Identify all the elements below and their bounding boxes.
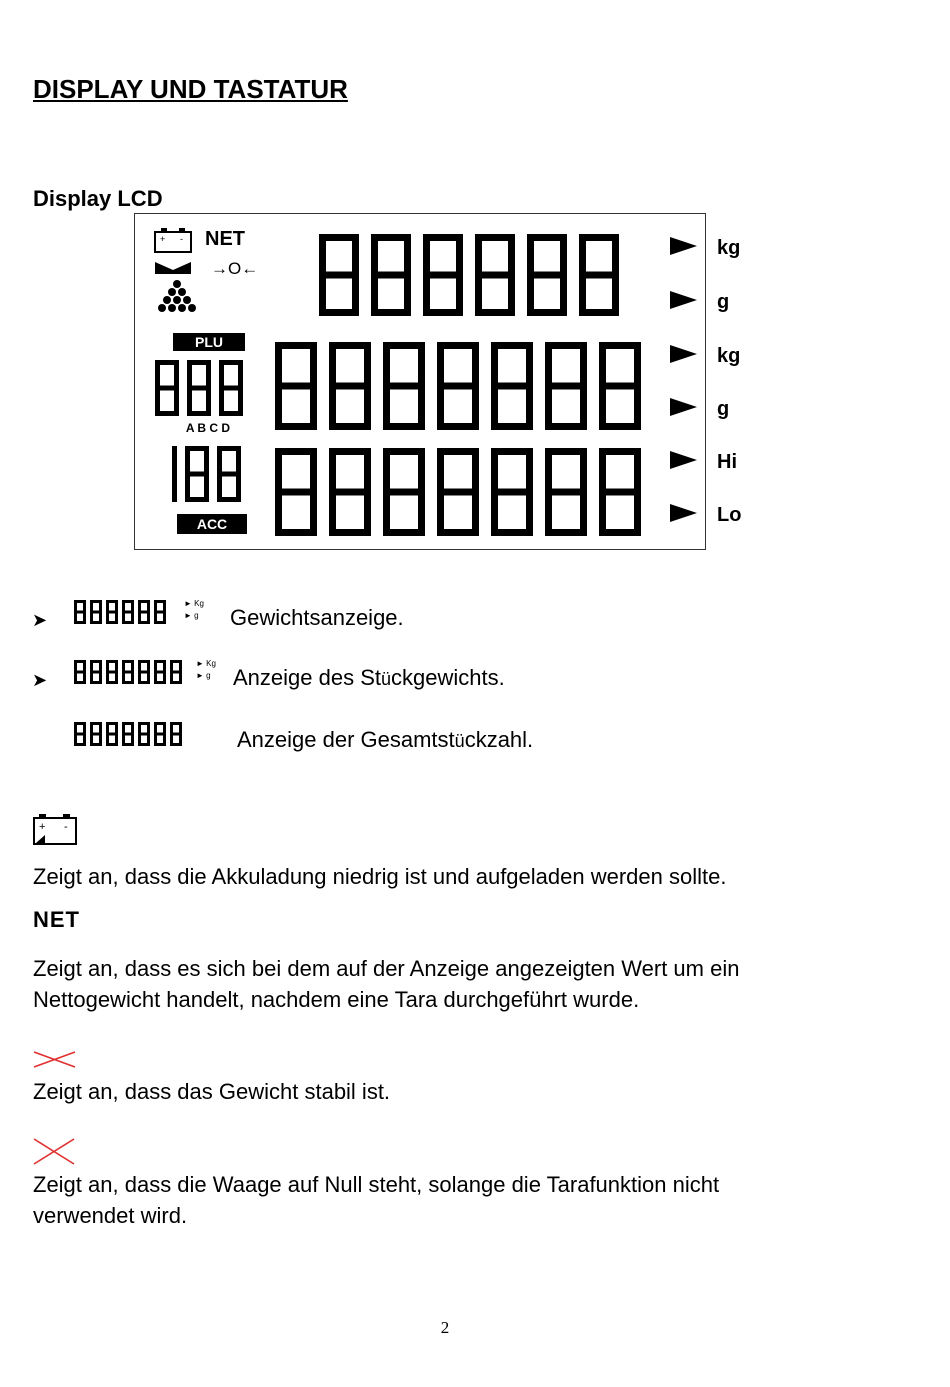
lcd-unit-label: Lo [717, 504, 742, 526]
count-desc [237, 724, 533, 757]
stable-cross-icon [33, 1050, 77, 1070]
lcd-plu-digit [219, 360, 243, 416]
svg-text:-: - [180, 234, 183, 244]
lcd-plu-label: PLU [195, 334, 223, 350]
lcd-row3-digit [329, 448, 371, 536]
battery-symbol-icon [33, 813, 79, 847]
lcd-acc-digit [172, 446, 177, 502]
lcd-row2-digit [275, 342, 317, 430]
lcd-unit-label: kg [717, 345, 741, 367]
unit-weight-desc-a: Anzeige des St [233, 665, 381, 690]
lcd-row2-digit [437, 342, 479, 430]
svg-text:-: - [64, 821, 68, 833]
legend-bullet-icon: ➤ [32, 610, 48, 630]
lcd-unit-label: g [717, 398, 730, 420]
lcd-row1-digit [423, 234, 463, 316]
zero-cross-icon [33, 1137, 77, 1167]
legend-weight-digit [106, 600, 118, 624]
lcd-arrow-icon [670, 451, 697, 469]
lcd-row1-digit [475, 234, 515, 316]
lcd-row3-digit [383, 448, 425, 536]
lcd-row1-digit [371, 234, 411, 316]
count-desc-u: ü [454, 731, 465, 751]
lcd-row1-digit [579, 234, 619, 316]
lcd-unit-label: kg [717, 237, 741, 259]
lcd-row2-digit [383, 342, 425, 430]
lcd-arrow-icon [670, 504, 697, 522]
unit-weight-desc-b: ckgewichts. [391, 665, 505, 690]
legend-unit-weight-digit [122, 660, 134, 684]
legend-units-1: ► Kg ► g [184, 599, 204, 620]
lcd-abcd-label: A B C D [185, 421, 231, 435]
net-desc-line-2: Nettogewicht handelt, nachdem eine Tara durchgeführt wurde. [33, 987, 640, 1012]
lcd-row1-digit [527, 234, 567, 316]
lcd-row3-digit [599, 448, 641, 536]
legend-unit-weight-digit [90, 660, 102, 684]
legend-weight-digit [90, 600, 102, 624]
legend-units-2: ► Kg ► g [196, 659, 216, 680]
lcd-illustration [135, 214, 742, 551]
lcd-unit-label: Hi [717, 451, 737, 473]
legend-unit-g-1: g [194, 611, 199, 620]
legend-digits [30, 600, 250, 760]
lcd-row2-digit [545, 342, 587, 430]
lcd-plu-digit [187, 360, 211, 416]
count-desc-a: Anzeige der Gesamtst [237, 727, 455, 752]
legend-weight-digit [74, 600, 86, 624]
legend-count-digit [170, 722, 182, 746]
legend-unit-kg-1: Kg [194, 599, 204, 608]
lcd-row3-digit [545, 448, 587, 536]
stable-desc: Zeigt an, dass das Gewicht stabil ist. [33, 1079, 391, 1104]
legend-count-digit [154, 722, 166, 746]
battery-desc: Zeigt an, dass die Akkuladung niedrig ist und aufgeladen werden sollte. [33, 864, 727, 889]
legend-weight-digit [154, 600, 166, 624]
weight-display-desc: Gewichtsanzeige. [230, 605, 404, 630]
lcd-arrow-icon [670, 291, 697, 309]
page-title: DISPLAY UND TASTATUR [33, 74, 348, 104]
legend-count-digit [90, 722, 102, 746]
svg-text:+: + [160, 234, 166, 244]
lcd-display [134, 213, 742, 550]
unit-weight-desc [233, 662, 505, 695]
legend-weight-digit [138, 600, 150, 624]
legend-unit-weight-digit [138, 660, 150, 684]
legend-count-digit [106, 722, 118, 746]
unit-weight-desc-u: ü [380, 669, 391, 689]
lcd-acc-label: ACC [196, 516, 228, 532]
lcd-plu-digit [155, 360, 179, 416]
page-number: 2 [440, 1318, 450, 1337]
lcd-unit-label: g [717, 291, 730, 313]
section-title: Display LCD [33, 186, 163, 211]
stable-icon [155, 262, 191, 274]
lcd-row3-digit [491, 448, 533, 536]
battery-icon [155, 228, 191, 252]
net-heading: NET [33, 907, 80, 932]
legend-unit-g-2: g [206, 671, 211, 680]
zero-desc-line-2: verwendet wird. [33, 1203, 188, 1228]
legend-unit-weight-digit [74, 660, 86, 684]
pieces-icon [158, 280, 196, 312]
lcd-row2-digit [599, 342, 641, 430]
lcd-row3-digit [437, 448, 479, 536]
legend-unit-weight-digit [170, 660, 182, 684]
lcd-zero-label: →O← [211, 259, 259, 278]
net-desc-line-1: Zeigt an, dass es sich bei dem auf der Anzeige angezeigten Wert um ein [33, 956, 740, 981]
lcd-acc-digit [217, 446, 241, 502]
legend-unit-kg-2: Kg [206, 659, 216, 668]
zero-desc-line-1: Zeigt an, dass die Waage auf Null steht, solange die Tarafunktion nicht [33, 1172, 720, 1197]
legend-count-digit [122, 722, 134, 746]
legend-bullet-icon: ➤ [32, 670, 48, 690]
lcd-acc-digit [185, 446, 209, 502]
lcd-row1-digit [319, 234, 359, 316]
lcd-row3-digit [275, 448, 317, 536]
lcd-row2-digit [491, 342, 533, 430]
legend-count-digit [138, 722, 150, 746]
legend-unit-weight-digit [154, 660, 166, 684]
lcd-arrow-icon [670, 398, 697, 416]
lcd-arrow-icon [670, 345, 697, 363]
lcd-row2-digit [329, 342, 371, 430]
svg-text:+: + [39, 821, 46, 833]
lcd-arrow-icon [670, 237, 697, 255]
count-desc-b: ckzahl. [464, 727, 534, 752]
legend-unit-weight-digit [106, 660, 118, 684]
legend-count-digit [74, 722, 86, 746]
lcd-net-label: NET [205, 228, 245, 250]
legend-weight-digit [122, 600, 134, 624]
